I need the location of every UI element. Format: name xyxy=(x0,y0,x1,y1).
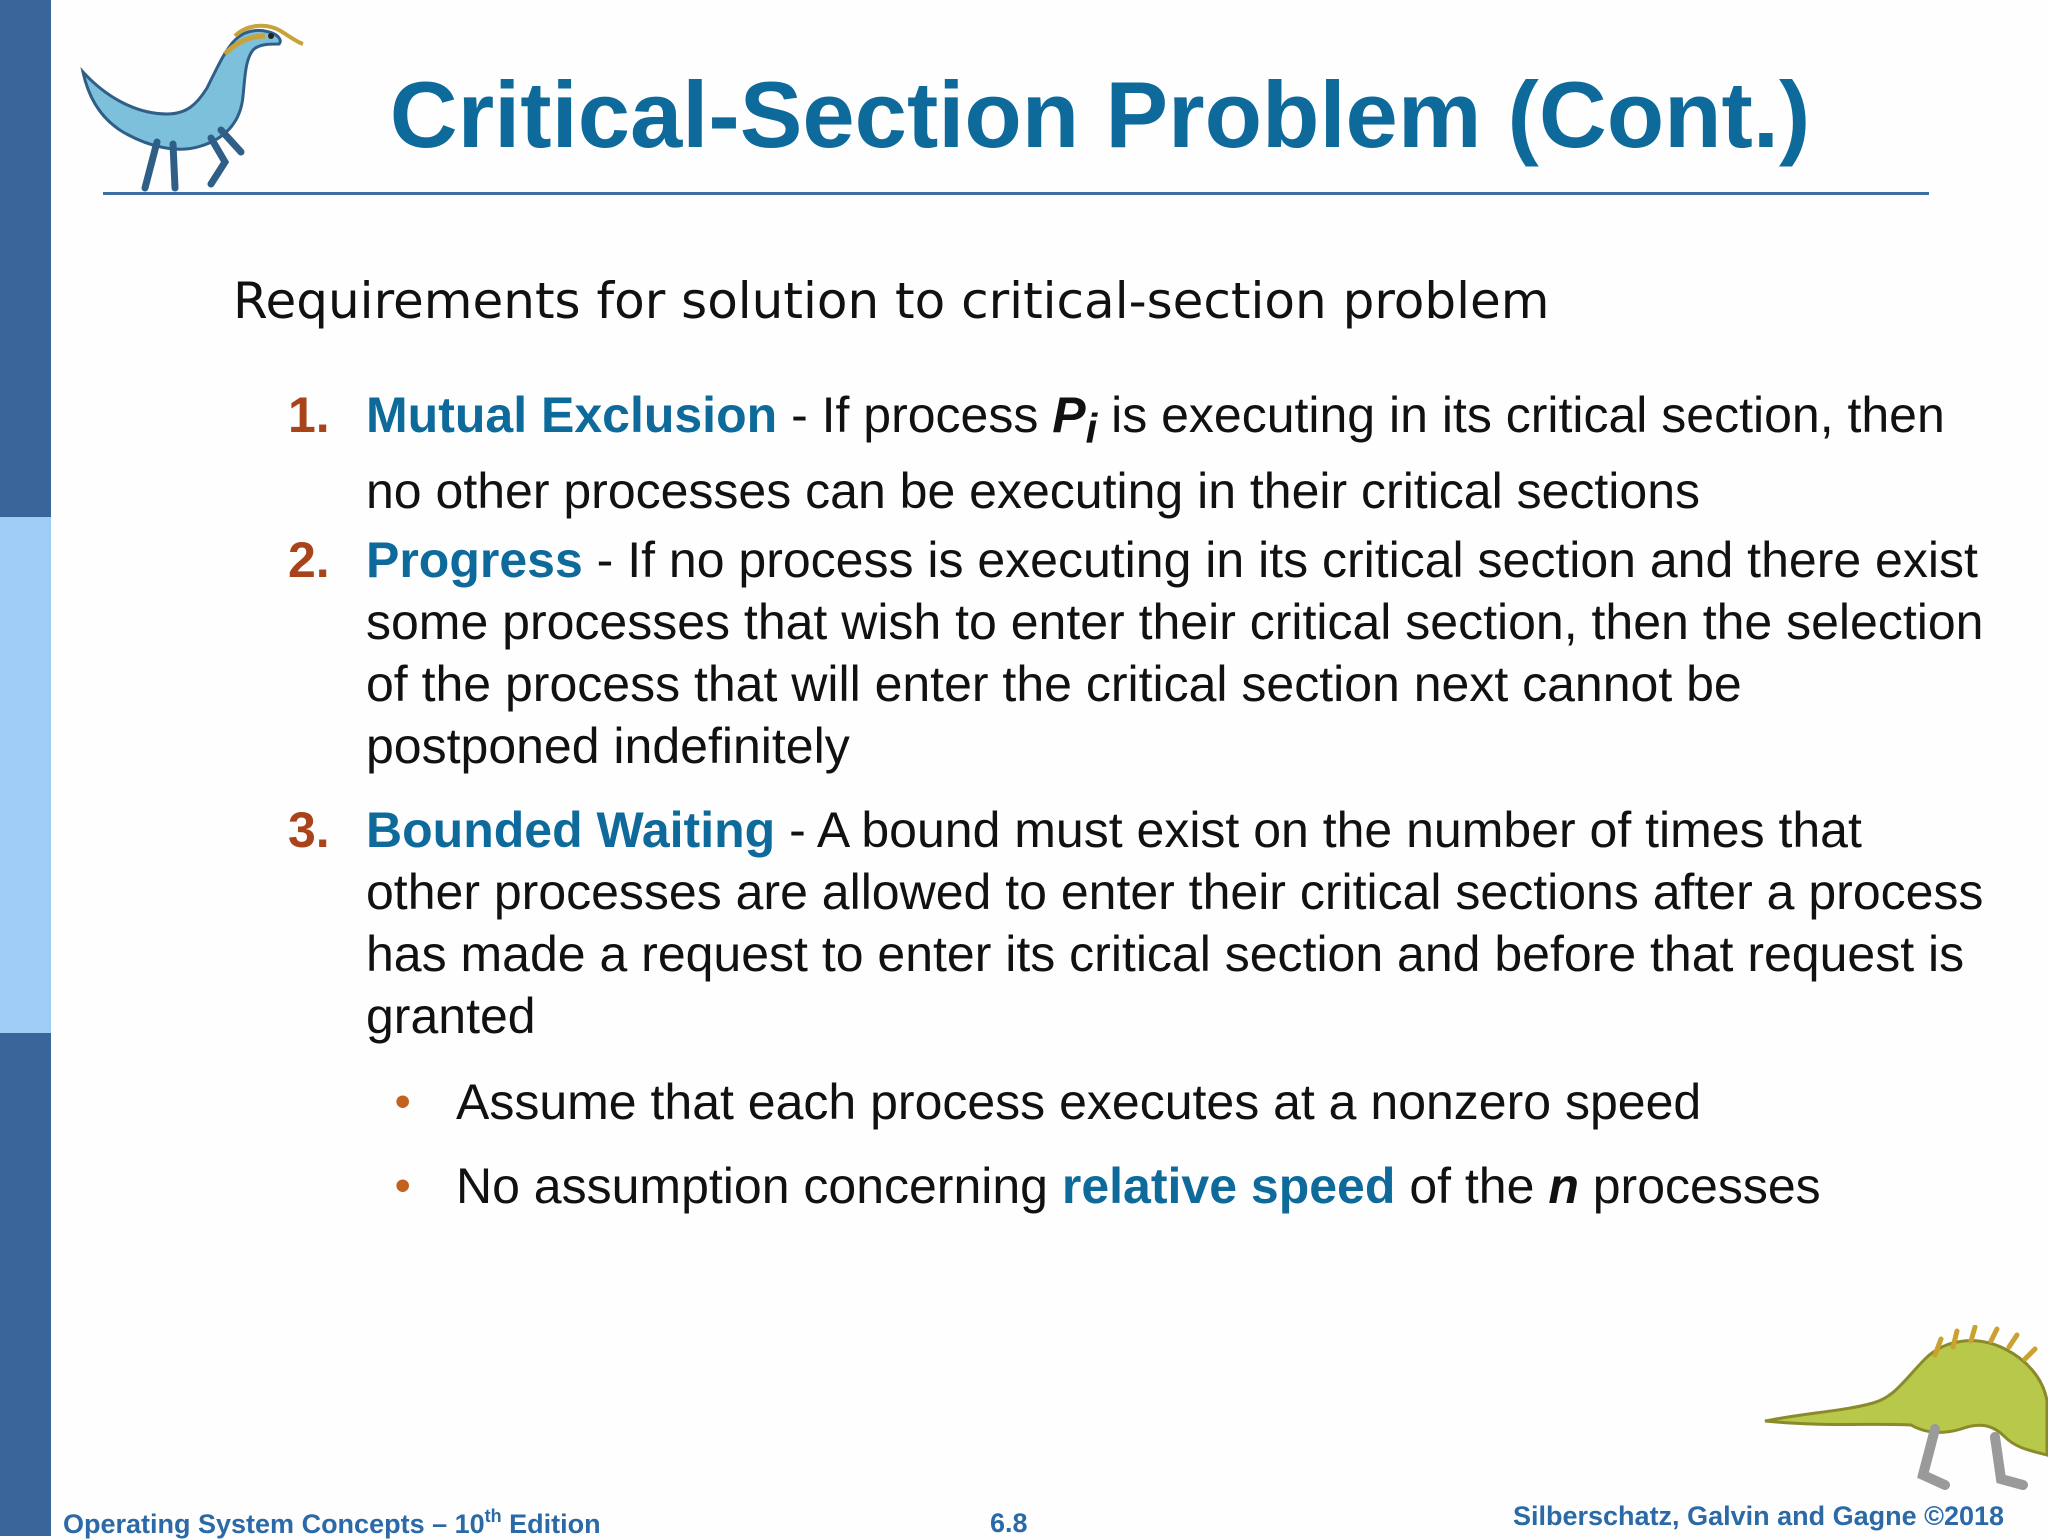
requirement-text xyxy=(366,529,1986,777)
requirement-text xyxy=(366,384,1986,522)
requirement-body: - If no process is executing in its critical section and there exist some processes that wish to enter their critical section, then the selection of the process that will enter the critical section next cannot be postponed indefinitely xyxy=(366,532,1984,774)
footer-edition-sup: th xyxy=(484,1506,502,1526)
requirement-number: 1. xyxy=(288,387,330,443)
slide-number: 6.8 xyxy=(990,1508,1028,1538)
process-variable: P xyxy=(1052,387,1086,443)
bullet-body-b: of the xyxy=(1395,1158,1549,1214)
side-bar-highlight xyxy=(0,517,51,1033)
requirement-term: Progress xyxy=(366,532,583,588)
bullet-icon: • xyxy=(395,1077,411,1126)
intro-text: Requirements for solution to critical-section problem xyxy=(233,272,1550,330)
title-divider xyxy=(103,192,1929,195)
requirement-term: Mutual Exclusion xyxy=(366,387,778,443)
bullet-text: Assume that each process executes at a nonzero speed xyxy=(456,1074,1702,1130)
requirement-number: 2. xyxy=(288,532,330,588)
requirement-body: - A bound must exist on the number of times that other processes are allowed to enter their critical sections after a process has made a request to enter its critical section and before that request is granted xyxy=(366,802,1984,1044)
requirement-text xyxy=(366,799,1986,1047)
footer-edition-text: Edition xyxy=(501,1509,601,1539)
dinosaur-icon xyxy=(1755,1325,2048,1490)
bullet-body-c: processes xyxy=(1578,1158,1821,1214)
requirement-body-b: is executing in its critical section, then no other processes can be executing in their critical sections xyxy=(366,387,1945,519)
footer-book-title xyxy=(63,1508,601,1540)
slide-title: Critical-Section Problem (Cont.) xyxy=(389,62,1811,167)
requirement-body-a: - If process xyxy=(777,387,1053,443)
bullet-body-a: No assumption concerning xyxy=(456,1158,1062,1214)
side-bar xyxy=(0,0,51,1536)
bullet-text xyxy=(456,1155,1821,1217)
requirement-term: Bounded Waiting xyxy=(366,802,776,858)
bullet-icon: • xyxy=(395,1161,411,1210)
n-variable: n xyxy=(1548,1158,1579,1214)
requirement-number: 3. xyxy=(288,802,330,858)
process-subscript: i xyxy=(1085,405,1098,452)
footer-book-title-text: Operating System Concepts – 10 xyxy=(63,1509,485,1539)
footer-authors: Silberschatz, Galvin and Gagne ©2018 xyxy=(1513,1501,2005,1531)
bullet-term: relative speed xyxy=(1061,1158,1396,1214)
